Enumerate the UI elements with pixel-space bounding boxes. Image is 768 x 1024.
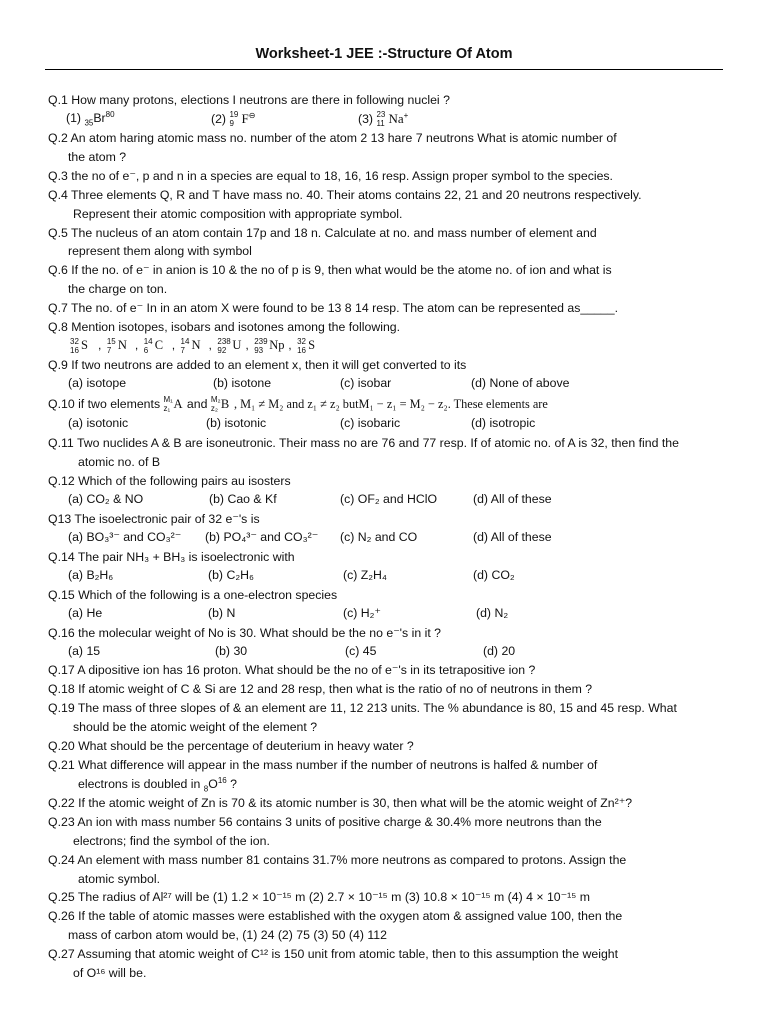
q14-option-d: (d) CO₂ (473, 568, 515, 582)
q9-text: Q.9 If two neutrons are added to an element x, then it will get converted to its (48, 358, 467, 372)
q27-text-cont: of O¹⁶ will be. (73, 966, 147, 980)
q12-option-d: (d) All of these (473, 492, 552, 506)
q21-text-cont: electrons is doubled in $_8O^{16}$ ? (78, 775, 237, 794)
q10-text: Q.10 if two elements M₁ z₁ A and M₂ z₂ B , M₁ ≠ M₂ and z₁ ≠ z₂ butM₁ − z₁ = M₂ − z₂. These elements are (48, 395, 548, 413)
q1-text: Q.1 How many protons, elections I neutrons are there in following nuclei ? (48, 93, 450, 107)
q10-option-b: (b) isotonic (206, 416, 267, 430)
q14-option-b: (b) C₂H₆ (208, 568, 254, 582)
q18-text: Q.18 If atomic weight of C & Si are 12 and 28 resp, then what is the ratio of no of neutrons in them ? (48, 682, 593, 696)
q16-option-c: (c) 45 (345, 644, 377, 658)
q24-text-cont: atomic symbol. (78, 872, 161, 886)
q1-option-3: (3) 23 11 Na+ (358, 110, 409, 128)
q26-options: mass of carbon atom would be, (1) 24 (2) 75 (3) 50 (4) 112 (68, 928, 387, 942)
q16-option-b: (b) 30 (215, 644, 248, 658)
q14-option-c: (c) Z₂H₄ (343, 568, 387, 582)
q4-text: Q.4 Three elements Q, R and T have mass no. 40. Their atoms contains 22, 21 and 20 neutrons respectively. (48, 188, 642, 202)
q19-text: Q.19 The mass of three slopes of & an element are 11, 12 213 units. The % abundance is 80, 15 and 45 resp. What (48, 701, 677, 715)
q9-option-a: (a) isotope (68, 376, 127, 390)
q15-option-a: (a) He (68, 606, 103, 620)
q22-text: Q.22 If the atomic weight of Zn is 70 & its atomic number is 30, then what will be the atomic weight of Zn²⁺? (48, 796, 633, 810)
q11-text-cont: atomic no. of B (78, 455, 161, 469)
worksheet-title: Worksheet-1 JEE :-Structure Of Atom (255, 46, 513, 62)
nuclide-1: 32 16 S (70, 337, 88, 355)
q10-option-d: (d) isotropic (471, 416, 536, 430)
q1-option-1: (1) $_{35}Br^{80}$ (66, 109, 115, 128)
nuclide-2: 15 7 N (106, 337, 127, 355)
q24-text: Q.24 An element with mass number 81 contains 31.7% more neutrons as compared to protons. Assign the (48, 853, 627, 867)
q17-text: Q.17 A dipositive ion has 16 proton. What should be the no of e⁻'s in its tetrapositive ion ? (48, 663, 536, 677)
q21-text: Q.21 What difference will appear in the mass number if the number of neutrons is halfed & number of (48, 758, 598, 772)
q16-text: Q.16 the molecular weight of No is 30. What should be the no e⁻'s in it ? (48, 626, 441, 640)
q25-text: Q.25 The radius of Al²⁷ will be (1) 1.2 × 10⁻¹⁵ m (2) 2.7 × 10⁻¹⁵ m (3) 10.8 × 10⁻¹⁵ m (4) 4 × 10⁻¹⁵ m (48, 890, 590, 904)
q15-option-c: (c) H₂⁺ (343, 606, 381, 620)
q23-text: Q.23 An ion with mass number 56 contains 3 units of positive charge & 30.4% more neutrons than the (48, 815, 602, 829)
q23-text-cont: electrons; find the symbol of the ion. (73, 834, 270, 848)
q2-text-cont: the atom ? (68, 150, 127, 164)
q12-option-b: (b) Cao & Kf (209, 492, 277, 506)
q5-text: Q.5 The nucleus of an atom contain 17p and 18 n. Calculate at no. and mass number of element and (48, 226, 597, 240)
nuclide-6: 239 93 Np (254, 337, 285, 355)
q2-text: Q.2 An atom haring atomic mass no. number of the atom 2 13 hare 7 neutrons What is atomic number of (48, 131, 617, 145)
q27-text: Q.27 Assuming that atomic weight of C¹² is 150 unit from atomic table, then to this assumption the weight (48, 947, 619, 961)
q3-text: Q.3 the no of e⁻, p and n in a species are equal to 18, 16, 16 resp. Assign proper symbol to the species. (48, 169, 613, 183)
q20-text: Q.20 What should be the percentage of deuterium in heavy water ? (48, 739, 414, 753)
q7-text: Q.7 The no. of e⁻ In in an atom X were found to be 13 8 14 resp. The atom can be represented as_____. (48, 301, 619, 315)
q13-text: Q13 The isoelectronic pair of 32 e⁻'s is (48, 512, 260, 526)
q12-option-c: (c) OF₂ and HClO (340, 492, 438, 506)
q9-option-b: (b) isotone (213, 376, 272, 390)
q12-option-a: (a) CO₂ & NO (68, 492, 144, 506)
q14-option-a: (a) B₂H₆ (68, 568, 114, 582)
q10-option-a: (a) isotonic (68, 416, 129, 430)
q5-text-cont: represent them along with symbol (68, 244, 252, 258)
q15-option-b: (b) N (208, 606, 236, 620)
nuclide-7: 32 16 S (297, 337, 316, 355)
q16-option-a: (a) 15 (68, 644, 101, 658)
q11-text: Q.11 Two nuclides A & B are isoneutronic. Their mass no are 76 and 77 resp. If of atomic no. of A is 32, then find the (48, 436, 679, 450)
q9-option-c: (c) isobar (340, 376, 392, 390)
q16-option-d: (d) 20 (483, 644, 516, 658)
q14-text: Q.14 The pair NH₃ + BH₃ is isoelectronic with (48, 550, 295, 564)
nuclide-4: 14 7 N (180, 337, 201, 355)
q12-text: Q.12 Which of the following pairs au isosters (48, 474, 291, 488)
q13-option-b: (b) PO₄³⁻ and CO₃²⁻ (205, 530, 319, 544)
q6-text: Q.6 If the no. of e⁻ in anion is 10 & the no of p is 9, then what would be the atome no. of ion and what is (48, 263, 612, 277)
q15-option-d: (d) N₂ (476, 606, 509, 620)
q26-text: Q.26 If the table of atomic masses were established with the oxygen atom & assigned value 100, then the (48, 909, 623, 923)
nuclide-3: 14 6 C (143, 337, 164, 355)
q6-text-cont: the charge on ton. (68, 282, 168, 296)
q13-option-d: (d) All of these (473, 530, 552, 544)
q9-option-d: (d) None of above (471, 376, 570, 390)
nuclide-5: 238 92 U (217, 337, 242, 355)
q8-nuclide-list: 32 16 S , 15 7 N , 14 6 C , 14 7 N , 238 92 U , 239 93 Np , 32 16 S (70, 338, 325, 354)
q1-option-2: (2) 19 9 F⊖ (211, 110, 256, 128)
q19-text-cont: should be the atomic weight of the element ? (73, 720, 318, 734)
q10-option-c: (c) isobaric (340, 416, 401, 430)
q8-text: Q.8 Mention isotopes, isobars and isotones among the following. (48, 320, 401, 334)
q15-text: Q.15 Which of the following is a one-electron species (48, 588, 338, 602)
q4-text-cont: Represent their atomic composition with appropriate symbol. (73, 207, 403, 221)
title-divider (45, 69, 723, 70)
q13-option-a: (a) BO₃³⁻ and CO₃²⁻ (68, 530, 182, 544)
q13-option-c: (c) N₂ and CO (340, 530, 418, 544)
